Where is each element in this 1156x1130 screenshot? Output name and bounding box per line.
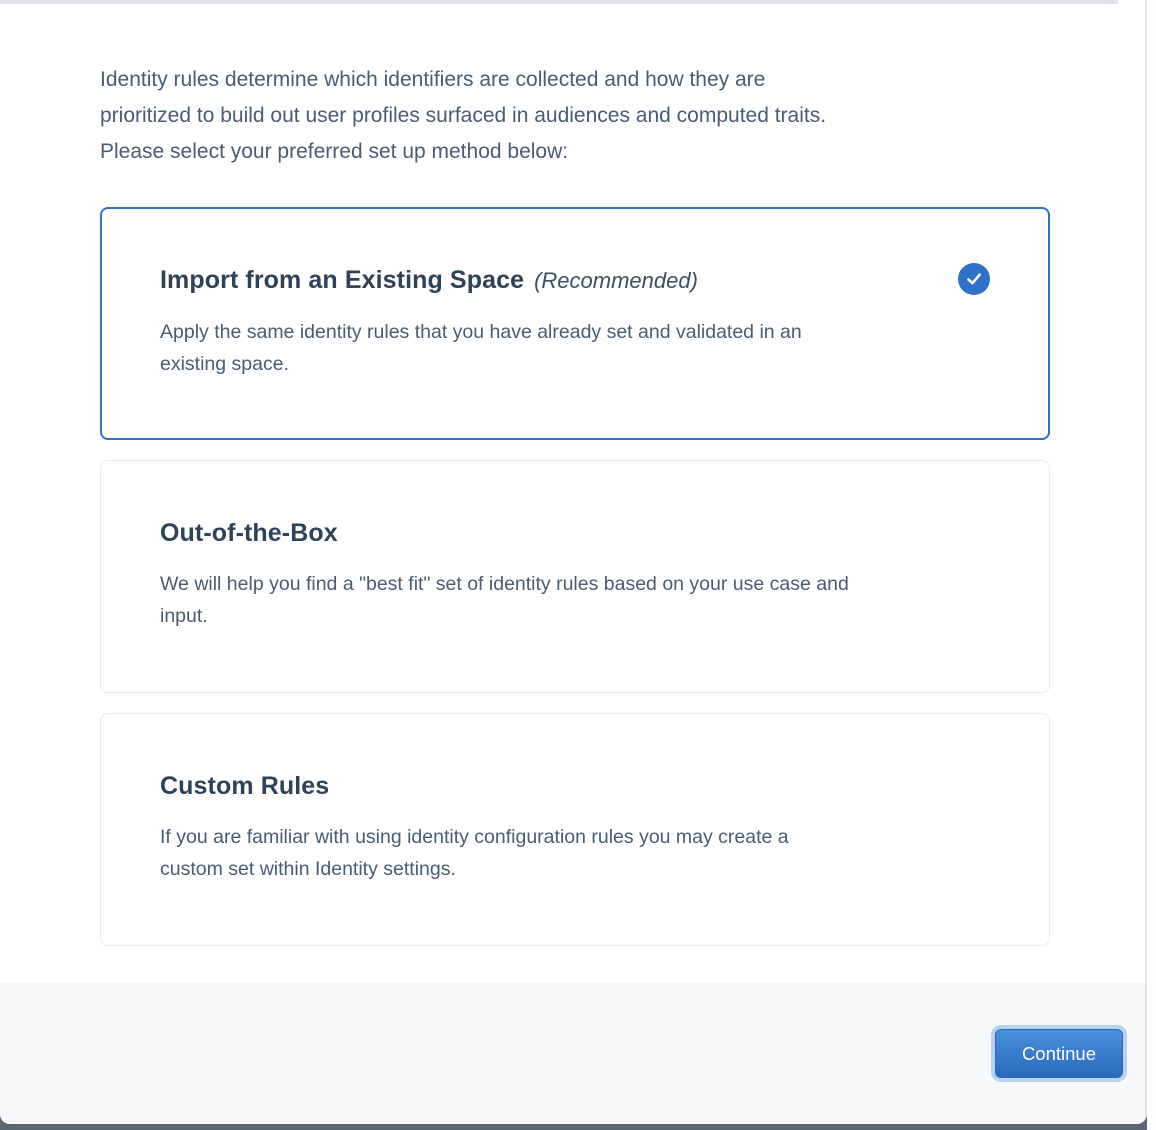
option-card-custom-rules[interactable]	[100, 713, 1050, 946]
card-description-line: existing space.	[160, 353, 289, 375]
intro-text	[100, 62, 1050, 170]
card-description	[160, 316, 990, 380]
card-description-line: Apply the same identity rules that you have already set and validated in an	[160, 321, 802, 343]
card-title-group	[160, 518, 338, 548]
card-description-line: custom set within Identity settings.	[160, 858, 456, 880]
continue-button[interactable]: Continue	[995, 1029, 1123, 1078]
card-title-row	[160, 518, 990, 548]
card-description	[160, 568, 990, 632]
card-title-row	[160, 771, 990, 801]
card-description-line: input.	[160, 605, 208, 627]
intro-line: prioritized to build out user profiles surfaced in audiences and computed traits.	[100, 104, 827, 127]
modal-body	[0, 4, 1145, 983]
modal-footer	[0, 983, 1145, 1124]
card-title: Out-of-the-Box	[160, 519, 338, 547]
intro-line: Identity rules determine which identifiers are collected and how they are	[100, 68, 766, 91]
card-title-row	[160, 265, 990, 296]
card-title-group	[160, 771, 329, 801]
card-description	[160, 821, 990, 885]
card-description-line: If you are familiar with using identity configuration rules you may create a	[160, 826, 789, 848]
card-title: Custom Rules	[160, 772, 330, 800]
check-icon	[958, 263, 990, 295]
option-card-out-of-the-box[interactable]	[100, 460, 1050, 693]
recommended-badge: (Recommended)	[534, 268, 698, 293]
card-title-group	[160, 265, 698, 296]
intro-line: Please select your preferred set up method below:	[100, 140, 569, 163]
card-description-line: We will help you find a "best fit" set of identity rules based on your use case and	[160, 573, 849, 595]
card-title: Import from an Existing Space	[160, 266, 525, 294]
option-card-import-existing-space[interactable]	[100, 207, 1050, 440]
